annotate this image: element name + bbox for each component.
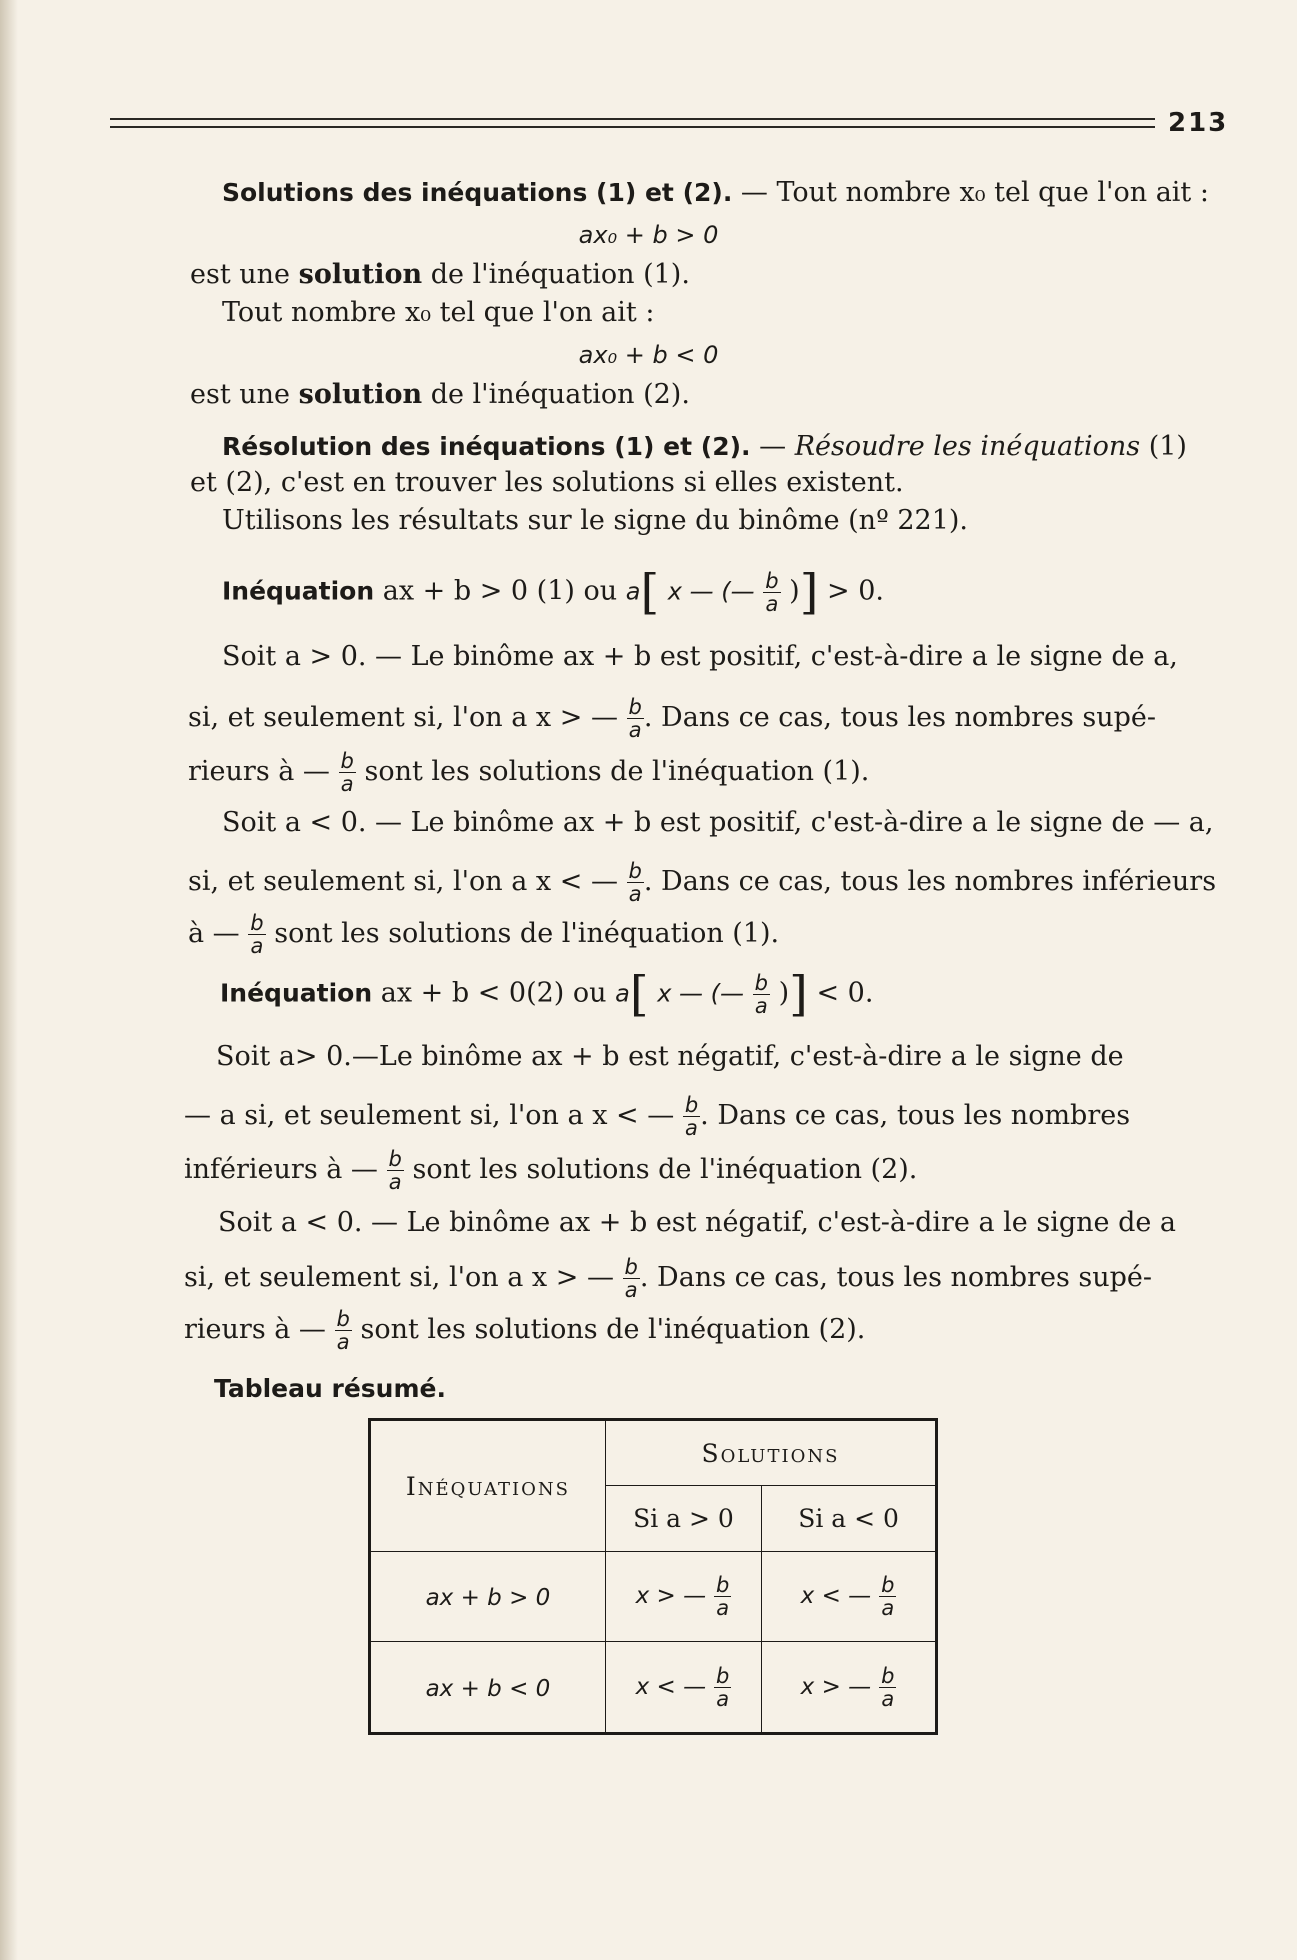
frac-num: b	[250, 911, 264, 935]
text: de l'inéquation (2).	[430, 379, 690, 410]
case1-l3	[188, 750, 869, 795]
close-paren: )	[778, 977, 790, 1009]
text: — a si, et seulement si, l'on a x < —	[184, 1100, 675, 1131]
case4-l2	[184, 1256, 1152, 1301]
text: sont les solutions de l'inéquation (2).	[412, 1154, 918, 1185]
sol-text: x < —	[800, 1583, 872, 1609]
text: . Dans ce cas, tous les nombres	[700, 1100, 1131, 1131]
frac-den: a	[765, 591, 779, 616]
case3-l2	[184, 1094, 1130, 1139]
frac-den: a	[685, 1116, 698, 1140]
page-number: 213	[1168, 108, 1229, 138]
frac-den: a	[881, 1686, 895, 1711]
frac-num: b	[881, 1663, 895, 1688]
italic-text: Résoudre les inéquations	[794, 431, 1141, 462]
frac-num: b	[684, 1093, 699, 1117]
fraction	[879, 1665, 896, 1710]
case2-l3	[188, 912, 779, 957]
text: si, et seulement si, l'on a x > —	[188, 702, 618, 733]
row1-sol-a-neg	[762, 1552, 937, 1642]
equation-2: ax₀ + b < 0	[578, 341, 719, 369]
coef-a: a	[625, 577, 641, 606]
ineq1-tail: > 0.	[827, 575, 884, 607]
right-bracket: ]	[789, 966, 808, 1022]
fraction	[714, 1665, 731, 1710]
text: —	[759, 431, 787, 462]
frac-num: b	[340, 749, 354, 773]
case4-l1: Soit a < 0. — Le binôme ax + b est négatif, c'est-à-dire a le signe de a	[218, 1207, 1177, 1238]
ineq2-tail: < 0.	[816, 977, 874, 1009]
frac-num: b	[765, 568, 779, 593]
table-row	[370, 1642, 937, 1734]
text: . Dans ce cas, tous les nombres supé-	[643, 702, 1157, 733]
para1-line2	[190, 258, 690, 292]
frac-den: a	[628, 882, 642, 906]
para2-line1	[222, 430, 1187, 464]
left-bracket: [	[629, 966, 649, 1022]
para2-line3: Utilisons les résultats sur le signe du binôme (nº 221).	[222, 505, 968, 536]
frac-den: a	[881, 1596, 895, 1620]
row2-ineq	[370, 1642, 606, 1734]
ineq2-heading: Inéquation	[220, 978, 373, 1008]
fraction	[623, 1256, 640, 1301]
frac-den: a	[754, 993, 768, 1018]
frac-num: b	[336, 1307, 350, 1331]
sub1-text: Si a > 0	[633, 1504, 734, 1533]
row1-sol-a-pos	[605, 1552, 761, 1642]
case2-l2	[188, 860, 1216, 905]
case1-l1: Soit a > 0. — Le binôme ax + b est positif, c'est-à-dire a le signe de a,	[222, 641, 1178, 672]
case1-l2	[188, 696, 1156, 741]
frac-num: b	[628, 695, 642, 719]
text: si, et seulement si, l'on a x < —	[188, 866, 618, 897]
text: inférieurs à —	[184, 1154, 378, 1185]
text: sont les solutions de l'inéquation (1).	[274, 918, 780, 949]
frac-num: b	[716, 1573, 730, 1597]
bold-solution: solution	[298, 259, 423, 290]
frac-num: b	[716, 1663, 730, 1688]
row2-sol-a-neg	[762, 1642, 937, 1734]
text: à —	[188, 918, 240, 949]
text: (1)	[1148, 431, 1187, 462]
equation-1: ax₀ + b > 0	[578, 221, 719, 249]
row1-ineq	[370, 1552, 606, 1642]
fraction	[339, 750, 356, 795]
sub2-text: Si a < 0	[798, 1504, 899, 1533]
header-solutions	[605, 1420, 936, 1486]
para1-eq2	[0, 338, 1297, 372]
table-title-text: Tableau résumé.	[214, 1374, 446, 1403]
frac-den: a	[336, 1330, 350, 1354]
fraction	[627, 860, 644, 905]
frac-den: a	[716, 1686, 730, 1711]
para1-heading: Solutions des inéquations (1) et (2).	[222, 178, 733, 207]
fraction	[879, 1574, 896, 1619]
para1-text: — Tout nombre x₀ tel que l'on ait :	[740, 177, 1209, 208]
ineq2-line	[220, 966, 874, 1022]
ineq2-bracket-expr	[615, 966, 808, 1022]
ineq1-heading: Inéquation	[222, 576, 375, 606]
row2-ineq-text: ax + b < 0	[425, 1675, 551, 1702]
header-solutions-text: Solutions	[701, 1438, 840, 1468]
fraction	[248, 912, 265, 957]
sub-header-a-negative	[762, 1486, 937, 1552]
close-paren: )	[789, 575, 800, 607]
case3-l3	[184, 1148, 917, 1193]
ineq1-bracket-expr	[625, 564, 819, 620]
text: sont les solutions de l'inéquation (2).	[360, 1314, 866, 1345]
sub-header-a-positive	[605, 1486, 761, 1552]
fraction	[335, 1308, 352, 1353]
text: est une	[190, 259, 291, 290]
bracket-inner: x — (—	[667, 577, 755, 606]
sol-text: x < —	[635, 1673, 707, 1700]
frac-den: a	[340, 772, 354, 796]
coef-a: a	[615, 979, 630, 1008]
row1-ineq-text: ax + b > 0	[425, 1585, 551, 1611]
fraction	[763, 570, 780, 615]
summary-table	[368, 1418, 938, 1735]
binding-shadow	[0, 0, 18, 1960]
frac-den: a	[250, 934, 264, 958]
row2-sol-a-pos	[605, 1642, 761, 1734]
text: . Dans ce cas, tous les nombres inférieurs	[643, 866, 1217, 897]
fraction	[714, 1574, 731, 1619]
frac-den: a	[388, 1170, 402, 1194]
text: rieurs à —	[184, 1314, 326, 1345]
ineq1-line	[222, 564, 884, 620]
ineq2-expr: ax + b < 0(2) ou	[380, 977, 607, 1009]
header-inequations-text: Inéquations	[405, 1471, 570, 1501]
text: de l'inéquation (1).	[430, 259, 690, 290]
fraction	[683, 1094, 700, 1139]
table-title	[214, 1372, 446, 1406]
left-bracket: [	[640, 564, 660, 620]
case2-l1: Soit a < 0. — Le binôme ax + b est positif, c'est-à-dire a le signe de — a,	[222, 807, 1214, 838]
sol-text: x > —	[800, 1673, 872, 1700]
sol-text: x > —	[635, 1583, 707, 1609]
frac-num: b	[388, 1147, 402, 1171]
fraction	[627, 696, 644, 741]
bracket-inner: x — (—	[657, 979, 745, 1008]
frac-den: a	[628, 718, 642, 742]
right-bracket: ]	[799, 564, 819, 620]
frac-num: b	[881, 1573, 895, 1597]
header-inequations	[370, 1420, 606, 1552]
fraction	[387, 1148, 404, 1193]
para1-line4	[190, 378, 690, 412]
frac-num: b	[754, 970, 768, 995]
text: est une	[190, 379, 291, 410]
frac-num: b	[628, 859, 642, 883]
case3-l1: Soit a> 0.—Le binôme ax + b est négatif, c'est-à-dire a le signe de	[216, 1041, 1124, 1072]
text: rieurs à —	[188, 756, 330, 787]
para1-line1	[222, 176, 1209, 210]
text: si, et seulement si, l'on a x > —	[184, 1262, 614, 1293]
frac-den: a	[624, 1278, 638, 1302]
para2-heading: Résolution des inéquations (1) et (2).	[222, 432, 751, 461]
fraction	[753, 972, 770, 1017]
frac-den: a	[716, 1596, 730, 1620]
para1-line3: Tout nombre x₀ tel que l'on ait :	[222, 297, 655, 328]
frac-num: b	[624, 1255, 638, 1279]
header-rule	[110, 118, 1155, 128]
ineq1-expr: ax + b > 0 (1) ou	[382, 575, 618, 607]
para1-eq	[0, 218, 1297, 252]
case4-l3	[184, 1308, 865, 1353]
text: sont les solutions de l'inéquation (1).	[364, 756, 870, 787]
text: . Dans ce cas, tous les nombres supé-	[639, 1262, 1153, 1293]
para2-line2: et (2), c'est en trouver les solutions si elles existent.	[190, 467, 904, 498]
table-row	[370, 1552, 937, 1642]
bold-solution: solution	[298, 379, 423, 410]
